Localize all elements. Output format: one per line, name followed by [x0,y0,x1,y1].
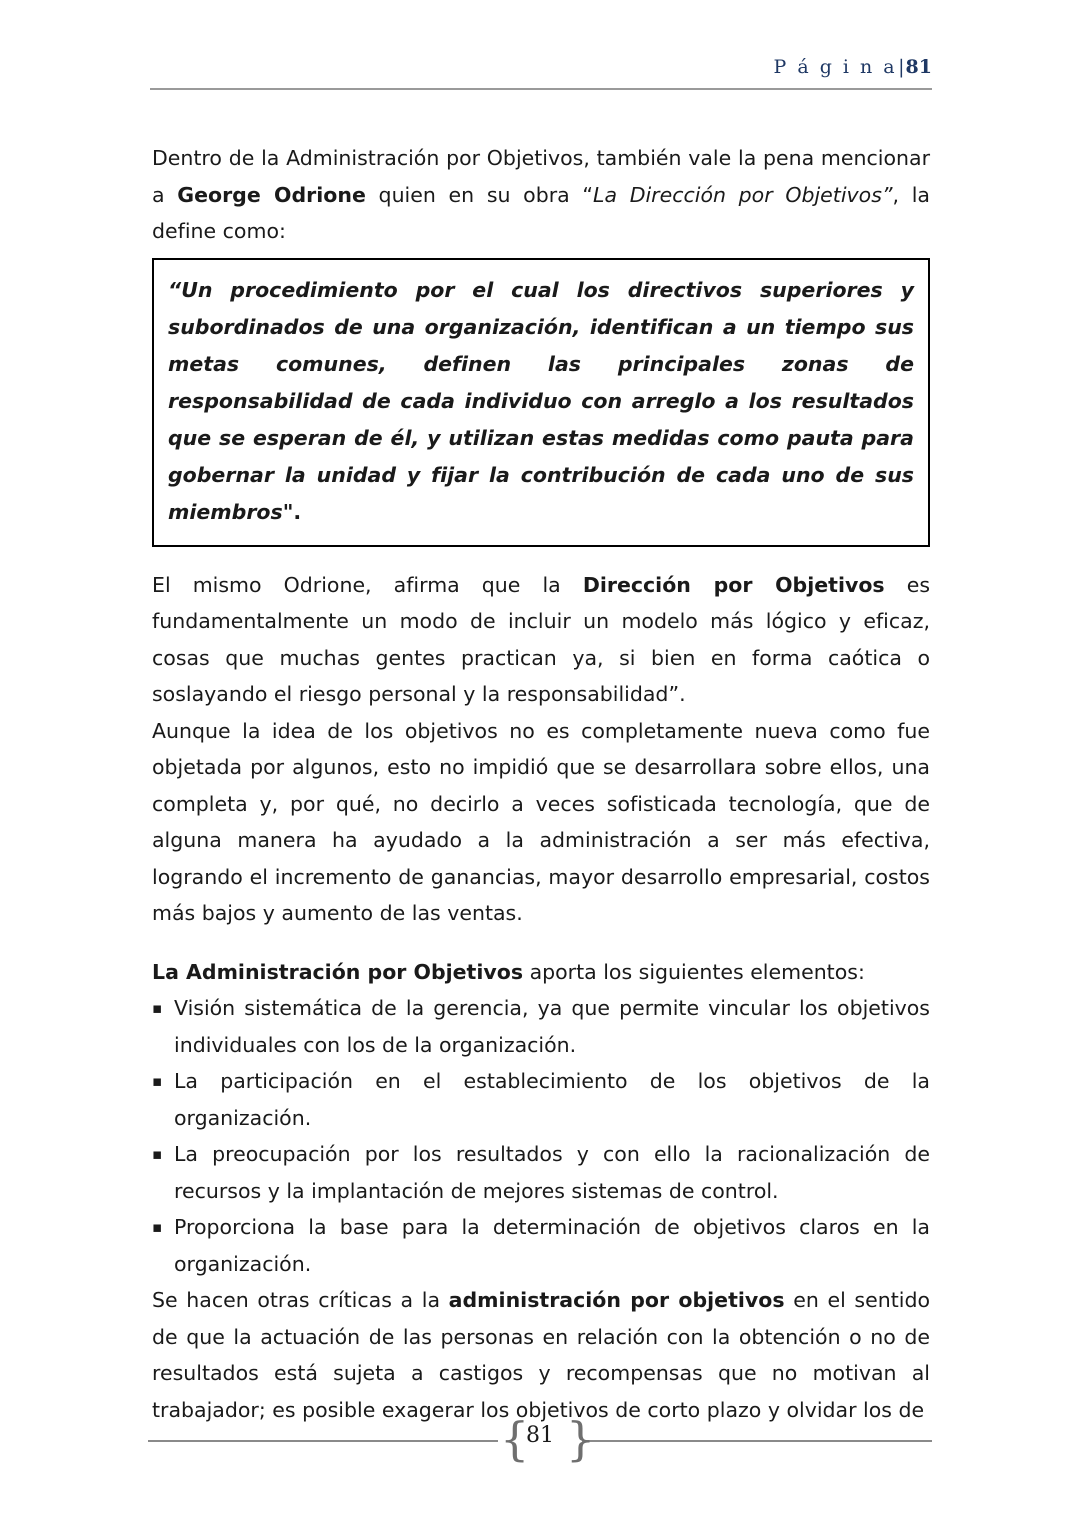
footer-brace-right-icon: } [566,1412,596,1466]
list-item-text: La participación en el establecimiento de los objetivos de la organización. [174,1069,930,1130]
quote-box [152,258,930,547]
list-item-text: Visión sistemática de la gerencia, ya que permite vincular los objetivos individuales con los de la organización. [174,996,930,1057]
intro-text-1: Dentro de la Administración por Objetivos, también vale la pena mencionar a [152,146,930,207]
list-item [152,1209,930,1282]
bullet-square-icon: ▪ [152,1145,163,1163]
paragraph-intro [152,140,930,250]
header-separator: | [898,56,905,78]
odrione-text-1: El mismo Odrione, afirma que la [152,572,583,597]
intro-bold-name: George Odrione [177,182,366,207]
list-item [152,1136,930,1209]
page-footer [0,1412,1080,1466]
criticas-text-2: en el sentido de que la actuación de las personas en relación con la obtención o no de resultados está sujeta a castigos y recompensas que no motivan al trabajador; es posible exagerar los objetivos de corto plazo y olvidar los de [152,1288,930,1422]
spacer-before-list [152,932,930,954]
quote-closing: . [293,499,302,524]
odrione-text-2: es fundamentalmente un modo de incluir un modelo más lógico y eficaz, cosas que muchas gentes practican ya, si bien en forma caótica o soslayando el riesgo personal y la responsabilidad”. [152,572,931,706]
elements-list [152,990,930,1282]
odrione-bold-term: Dirección por Objetivos [582,572,885,597]
bullet-square-icon: ▪ [152,999,163,1017]
footer-page-number: 81 [526,1423,554,1448]
footer-brace-left-icon: { [500,1412,530,1466]
bullet-square-icon: ▪ [152,1072,163,1090]
list-item-text: La preocupación por los resultados y con ello la racionalización de recursos y la implantación de mejores sistemas de control. [174,1142,930,1203]
quote-text: “Un procedimiento por el cual los directivos superiores y subordinados de una organización, identifican a un tiempo sus metas comunes, definen las principales zonas de responsabilidad de cada individuo con arreglo a los resultados que se esperan de él, y utilizan estas medidas como pauta para gobernar la unidad y fijar la contribución de cada uno de sus miembros" [168,277,914,524]
list-item [152,990,930,1063]
header-page-number: 81 [905,56,932,78]
paragraph-odrione [152,567,930,713]
list-item-text: Proporciona la base para la determinación de objetivos claros en la organización. [174,1215,930,1276]
page-content [152,140,930,1428]
list-item [152,1063,930,1136]
intro-italic-title: La Dirección por Objetivos” [593,182,893,207]
spacer-after-quote [152,557,930,567]
aporta-rest: aporta los siguientes elementos: [523,959,865,984]
criticas-bold-term: administración por objetivos [448,1288,785,1312]
paragraph-idea-objetivos: Aunque la idea de los objetivos no es completamente nueva como fue objetada por algunos, esto no impidió que se desarrollara sobre ellos, una completa y, por qué, no decirlo a veces sofisticada tecnología, que de alguna manera ha ayudado a la administración a ser más efectiva, logrando el incremento de ganancias, mayor desarrollo empresarial, costos más bajos y aumento de las ventas. [152,718,930,925]
paragraph-aporta [152,954,930,991]
bullet-square-icon: ▪ [152,1218,163,1236]
paragraph-criticas [152,1282,930,1428]
quote-paragraph [168,272,914,531]
criticas-text-1: Se hacen otras críticas a la [152,1288,449,1312]
header-page-word: P á g i n a [773,56,898,78]
intro-text-3: , la define como: [152,182,930,243]
intro-text-2: quien en su obra “ [365,182,594,207]
page-header [150,56,932,78]
aporta-bold-term: La Administración por Objetivos [152,959,524,984]
header-divider [150,88,932,90]
